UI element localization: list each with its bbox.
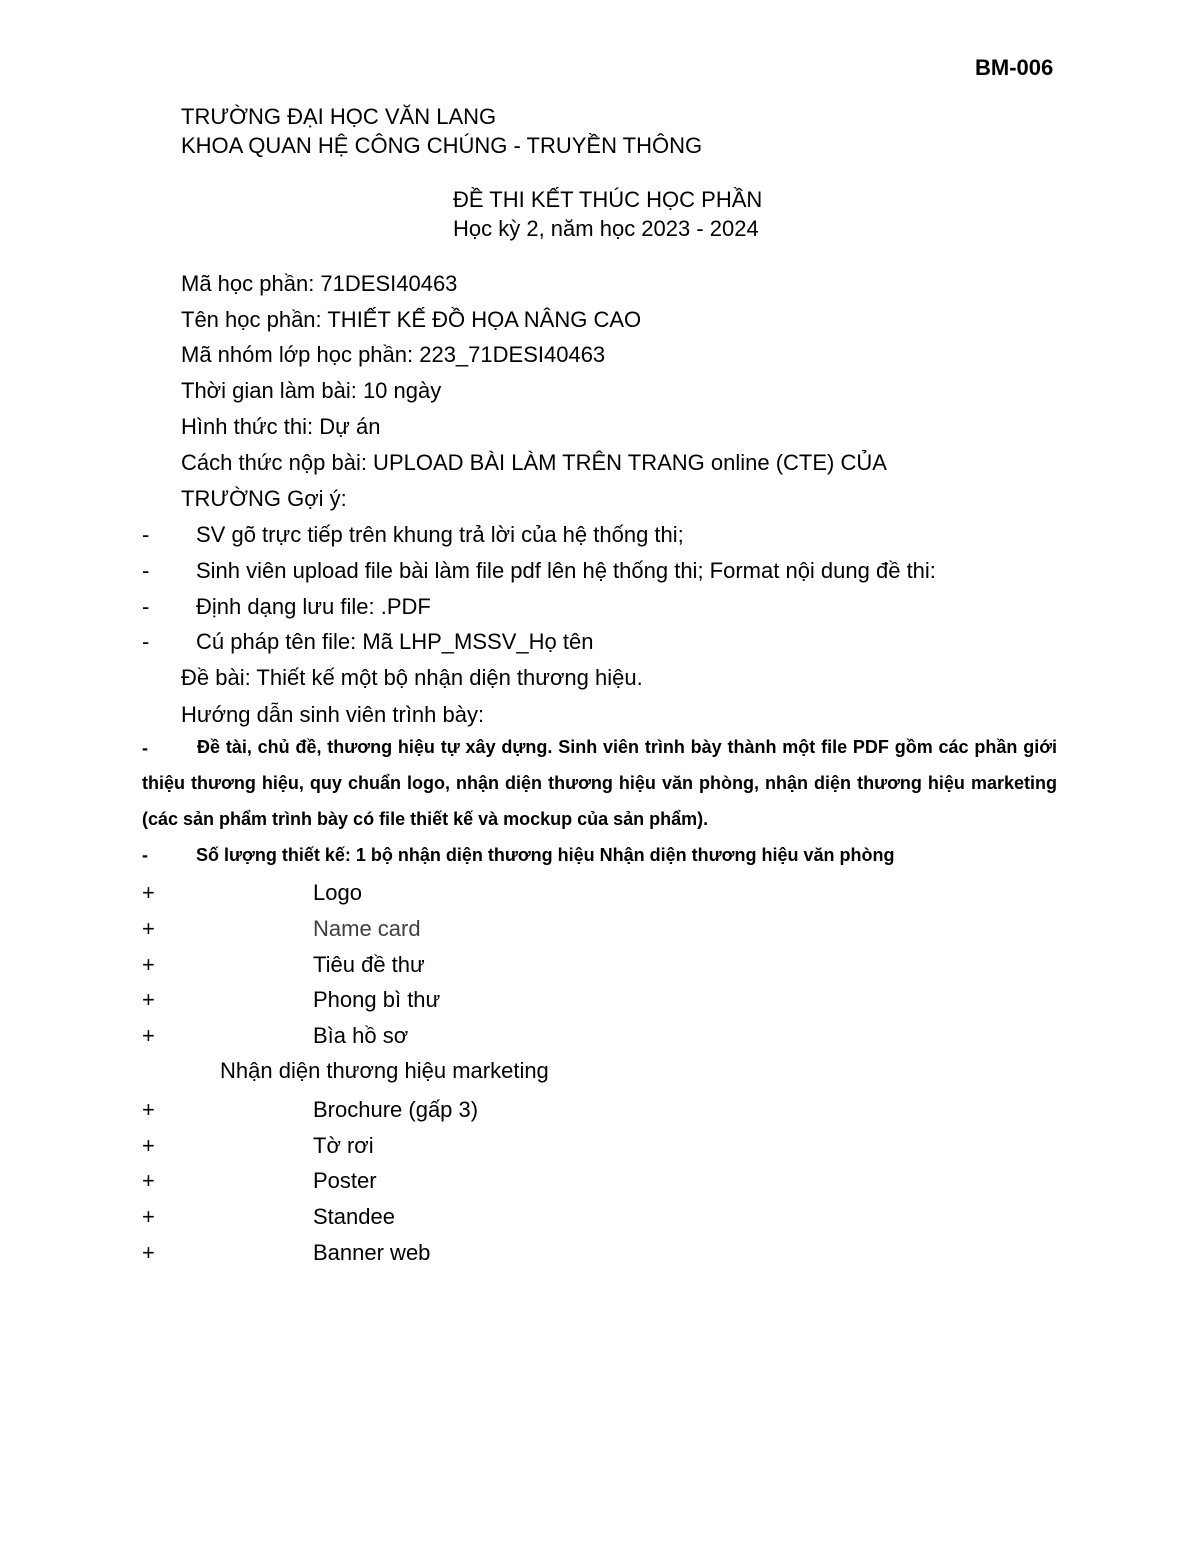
exam-term: Học kỳ 2, năm học 2023 - 2024: [453, 216, 759, 241]
office-item: Logo: [313, 880, 362, 905]
suggestion-item: Cú pháp tên file: Mã LHP_MSSV_Họ tên: [196, 629, 594, 654]
marketing-item: Brochure (gấp 3): [313, 1097, 479, 1122]
group-code: Mã nhóm lớp học phần: 223_71DESI40463: [181, 342, 606, 367]
suggestion-dash: -: [142, 594, 150, 619]
suggestion-item: Định dạng lưu file: .PDF: [196, 594, 431, 619]
faculty-name: KHOA QUAN HỆ CÔNG CHÚNG - TRUYỀN THÔNG: [181, 133, 703, 158]
office-item-marker: +: [142, 916, 155, 941]
office-item-marker: +: [142, 880, 155, 905]
marketing-item-marker: +: [142, 1204, 155, 1229]
marketing-heading: Nhận diện thương hiệu marketing: [220, 1058, 549, 1083]
suggestion-item: SV gõ trực tiếp trên khung trả lời của hệ thống thi;: [196, 522, 684, 547]
office-item: Tiêu đề thư: [313, 952, 425, 977]
course-name: Tên học phần: THIẾT KẾ ĐỒ HỌA NÂNG CAO: [181, 307, 642, 332]
office-item-marker: +: [142, 1023, 155, 1048]
marketing-item-marker: +: [142, 1240, 155, 1265]
exam-duration: Thời gian làm bài: 10 ngày: [181, 378, 442, 403]
marketing-item-marker: +: [142, 1133, 155, 1158]
marketing-item-marker: +: [142, 1097, 155, 1122]
office-item: Name card: [313, 916, 421, 941]
submission-method: Cách thức nộp bài: UPLOAD BÀI LÀM TRÊN TRANG online (CTE) CỦA: [181, 450, 887, 475]
university-name: TRƯỜNG ĐẠI HỌC VĂN LANG: [181, 104, 497, 129]
marketing-item-marker: +: [142, 1168, 155, 1193]
guide-dash: -: [142, 738, 148, 758]
suggestion-dash: -: [142, 522, 150, 547]
marketing-item: Banner web: [313, 1240, 431, 1265]
form-code: BM-006: [975, 55, 1054, 80]
suggestion-dash: -: [142, 629, 150, 654]
course-code: Mã học phần: 71DESI40463: [181, 271, 458, 296]
exam-format: Hình thức thi: Dự án: [181, 414, 381, 439]
assignment-prompt: Đề bài: Thiết kế một bộ nhận diện thương hiệu.: [181, 665, 643, 690]
submission-method-cont: TRƯỜNG Gợi ý:: [181, 486, 347, 511]
office-item-marker: +: [142, 987, 155, 1012]
office-item-marker: +: [142, 952, 155, 977]
suggestion-dash: -: [142, 558, 150, 583]
quantity-dash: -: [142, 845, 148, 865]
office-item: Bìa hồ sơ: [313, 1023, 409, 1048]
suggestion-item: Sinh viên upload file bài làm file pdf lên hệ thống thi; Format nội dung đề thi:: [196, 558, 936, 583]
guide-heading: Hướng dẫn sinh viên trình bày:: [181, 702, 485, 727]
marketing-item: Standee: [313, 1204, 395, 1229]
exam-title: ĐỀ THI KẾT THÚC HỌC PHẦN: [453, 187, 763, 212]
marketing-item: Tờ rơi: [313, 1133, 374, 1158]
guide-paragraph: Đề tài, chủ đề, thương hiệu tự xây dựng. Sinh viên trình bày thành một file PDF gồm các phần giới thiệu thương hiệu, quy chuẩn logo, nhận diện thương hiệu văn phòng, nhận diện thương hiệu marketing (các sản phẩm trình bày có file thiết kế và mockup của sản phẩm).: [142, 737, 1057, 829]
office-item: Phong bì thư: [313, 987, 441, 1012]
marketing-item: Poster: [313, 1168, 377, 1193]
quantity-line: Số lượng thiết kế: 1 bộ nhận diện thương hiệu Nhận diện thương hiệu văn phòng: [196, 845, 895, 865]
